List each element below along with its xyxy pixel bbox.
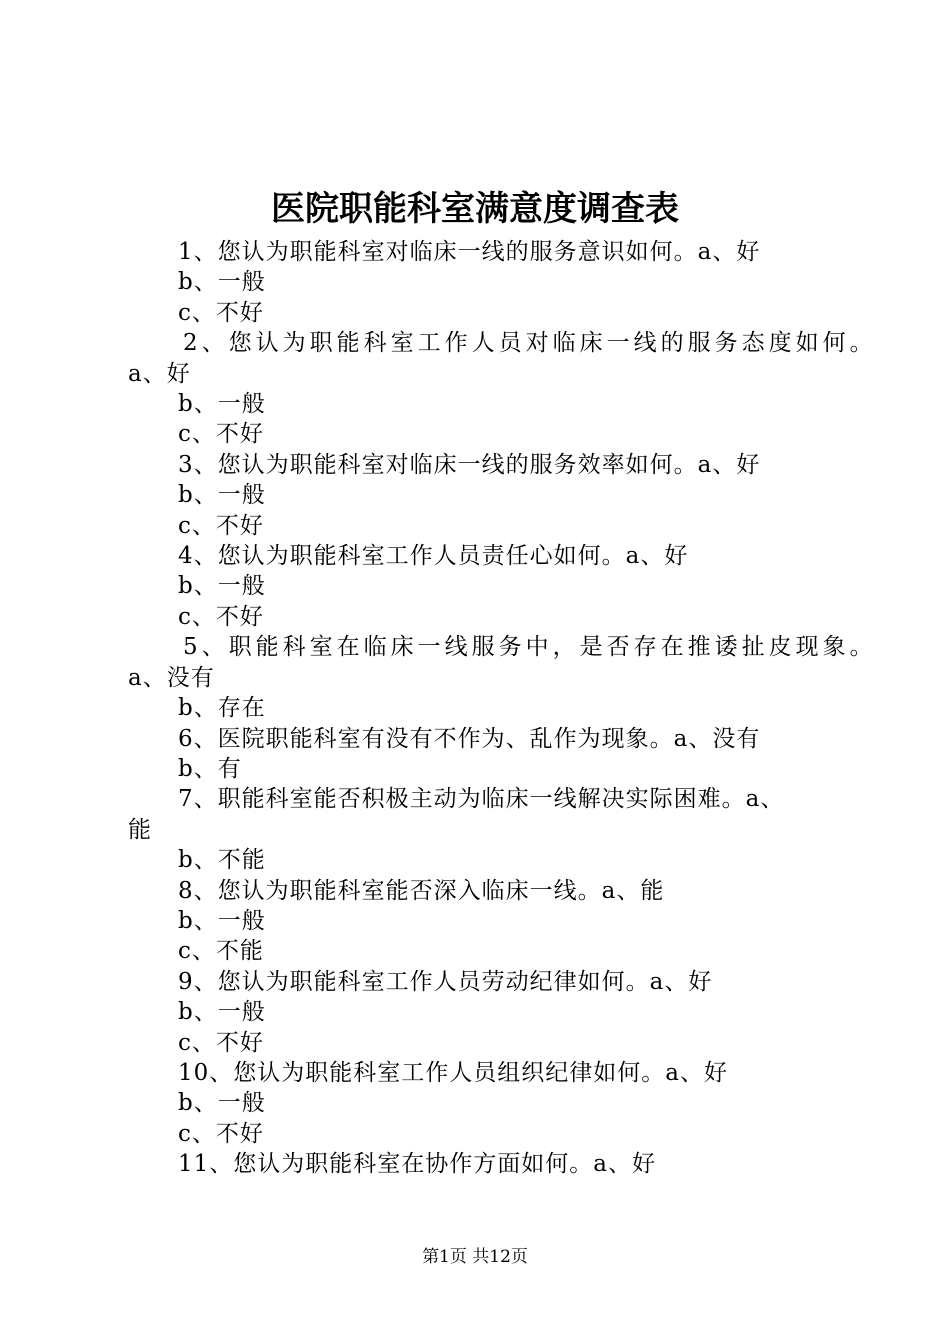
question-7-wrap: 能 xyxy=(128,816,152,843)
option-line: c、不好 xyxy=(178,512,264,539)
option-line: b、一般 xyxy=(178,907,266,934)
question-3: 3、您认为职能科室对临床一线的服务效率如何。a、好 xyxy=(178,451,761,478)
option-line: c、不好 xyxy=(178,299,264,326)
option-line: b、有 xyxy=(178,755,242,782)
option-line: b、一般 xyxy=(178,573,266,600)
question-11: 11、您认为职能科室在协作方面如何。a、好 xyxy=(178,1151,656,1178)
option-line: b、一般 xyxy=(178,999,266,1026)
option-line: b、一般 xyxy=(178,1090,266,1117)
question-6: 6、医院职能科室有没有不作为、乱作为现象。a、没有 xyxy=(178,725,761,752)
option-line: c、不好 xyxy=(178,421,264,448)
question-9: 9、您认为职能科室工作人员劳动纪律如何。a、好 xyxy=(178,968,713,995)
option-line: b、一般 xyxy=(178,482,266,509)
document-title: 医院职能科室满意度调查表 xyxy=(271,189,679,229)
question-7: 7、职能科室能否积极主动为临床一线解决实际困难。a、 xyxy=(178,786,785,813)
question-5: 5、职能科室在临床一线服务中，是否存在推诿扯皮现象。 xyxy=(183,634,877,661)
question-5-wrap: a、没有 xyxy=(128,664,215,691)
option-line: c、不好 xyxy=(178,1029,264,1056)
question-8: 8、您认为职能科室能否深入临床一线。a、能 xyxy=(178,877,665,904)
question-1: 1、您认为职能科室对临床一线的服务意识如何。a、好 xyxy=(178,239,761,265)
survey-body xyxy=(128,237,877,1180)
option-line: b、一般 xyxy=(178,391,266,418)
option-line: c、不好 xyxy=(178,1120,264,1147)
option-line: c、不能 xyxy=(178,938,264,965)
option-line: b、一般 xyxy=(178,269,266,296)
option-line: b、存在 xyxy=(178,695,266,722)
question-2: 2、您认为职能科室工作人员对临床一线的服务态度如何。 xyxy=(183,330,877,357)
page-footer: 第1页 共12页 xyxy=(422,1247,528,1267)
question-4: 4、您认为职能科室工作人员责任心如何。a、好 xyxy=(178,543,689,570)
question-2-wrap: a、好 xyxy=(128,360,191,387)
option-line: c、不好 xyxy=(178,603,264,630)
option-line: b、不能 xyxy=(178,847,266,874)
question-10: 10、您认为职能科室工作人员组织纪律如何。a、好 xyxy=(178,1059,728,1086)
